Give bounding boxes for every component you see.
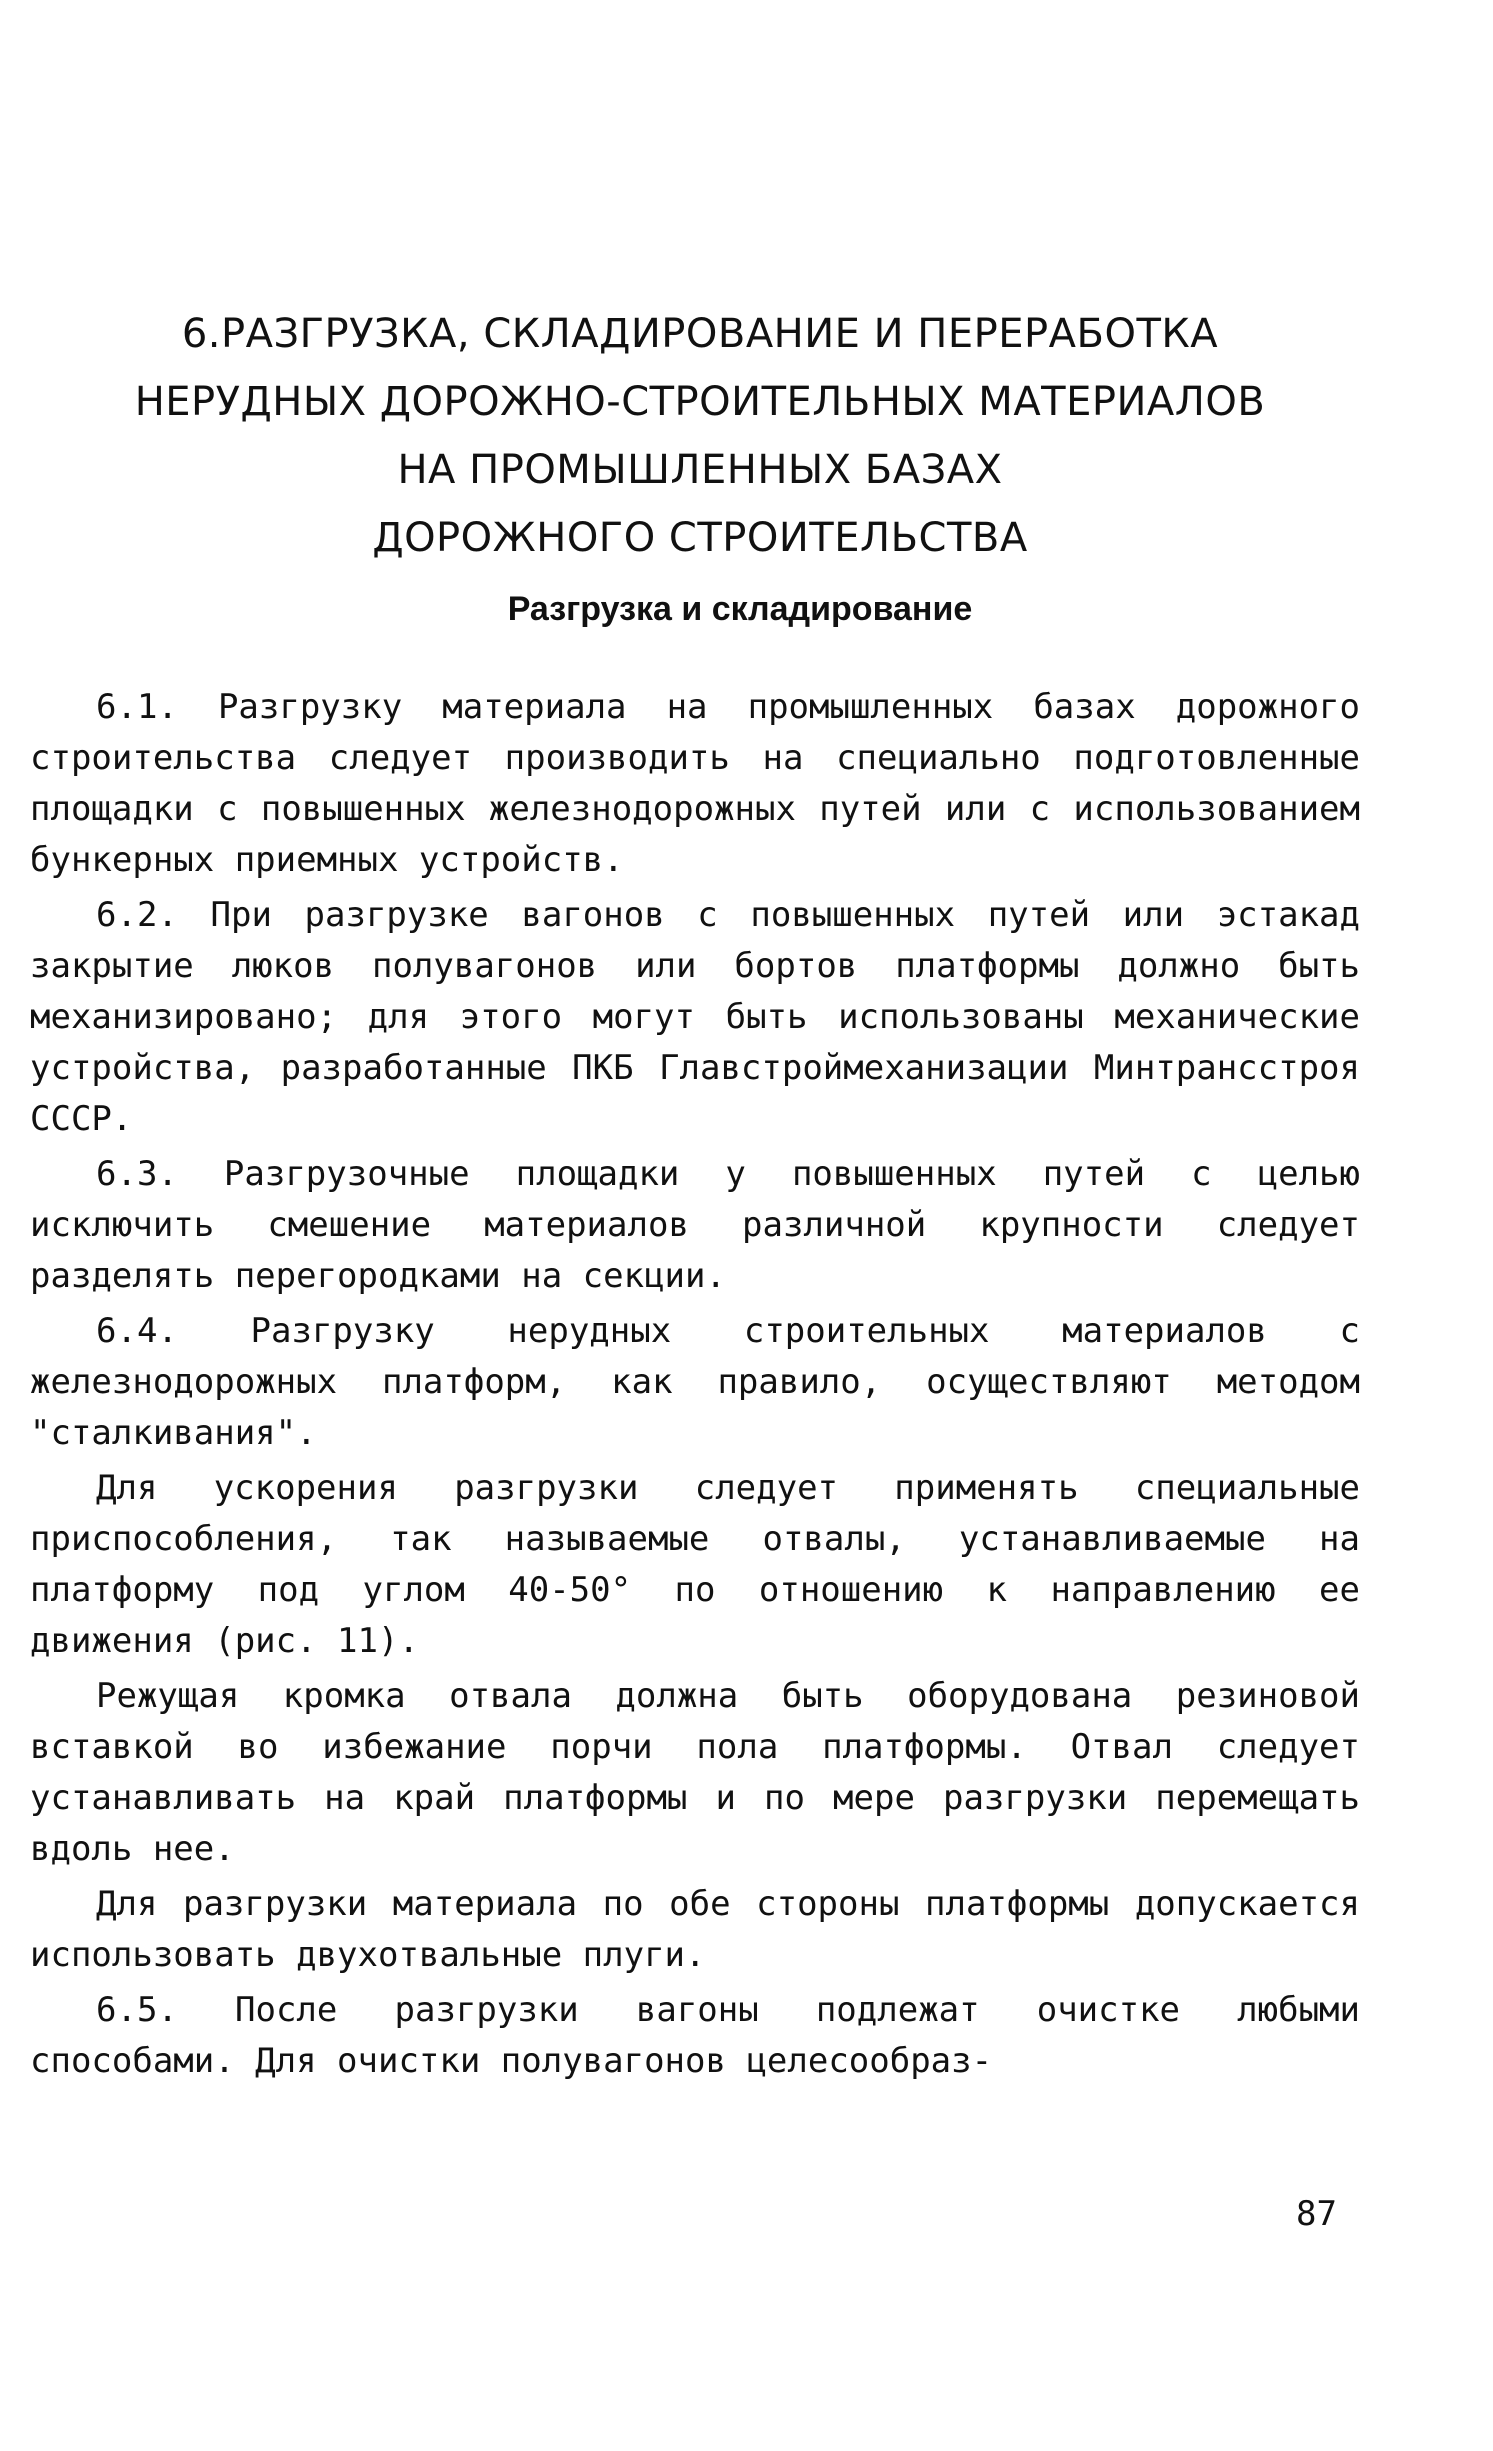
paragraph-blade-edge: Режущая кромка отвала должна быть оборудована резиновой вставкой во избежание порчи пола платформы. Отвал следует устанавливать на край платформы и по мере разгрузки перемещать вдоль нее. bbox=[30, 1676, 1360, 1869]
paragraph-6-1: 6.1. Разгрузку материала на промышленных базах дорожного строительства следует производить на специально подготовленные площадки с повышенных железнодорожных путей или с использованием бункерных приемных устройств. bbox=[30, 687, 1360, 880]
paragraph-6-4: 6.4. Разгрузку нерудных строительных материалов с железнодорожных платформ, как правило, осуществляют методом "сталкивания". bbox=[30, 1311, 1360, 1453]
paragraph-double-plough: Для разгрузки материала по обе стороны платформы допускается использовать двухотвальные плуги. bbox=[30, 1884, 1360, 1975]
paragraph-6-5: 6.5. После разгрузки вагоны подлежат очистке любыми способами. Для очистки полувагонов целесообраз- bbox=[30, 1990, 1360, 2081]
subsection-title: Разгрузка и складирование bbox=[507, 590, 973, 628]
section-title-line: НЕРУДНЫХ ДОРОЖНО-СТРОИТЕЛЬНЫХ МАТЕРИАЛОВ bbox=[134, 379, 1266, 425]
section-title-line: ДОРОЖНОГО СТРОИТЕЛЬСТВА bbox=[372, 515, 1028, 561]
paragraph-6-3: 6.3. Разгрузочные площадки у повышенных путей с целью исключить смешение материалов различной крупности следует разделять перегородками на секции. bbox=[30, 1154, 1360, 1296]
body-text bbox=[30, 682, 1360, 2091]
paragraph-unloading-acceleration: Для ускорения разгрузки следует применять специальные приспособления, так называемые отвалы, устанавливаемые на платформу под углом 40-50° по отношению к направлению ее движения (рис. 11). bbox=[30, 1468, 1360, 1661]
section-title bbox=[0, 300, 1400, 572]
page-number: 87 bbox=[1296, 2194, 1337, 2234]
section-title-line: НА ПРОМЫШЛЕННЫХ БАЗАХ bbox=[397, 447, 1003, 493]
section-title-line: 6.РАЗГРУЗКА, СКЛАДИРОВАНИЕ И ПЕРЕРАБОТКА bbox=[181, 311, 1219, 357]
paragraph-6-2: 6.2. При разгрузке вагонов с повышенных путей или эстакад закрытие люков полувагонов или бортов платформы должно быть механизировано; для этого могут быть использованы механические устройства, разработанные ПКБ Главстроймеханизации Минтрансстроя СССР. bbox=[30, 895, 1360, 1139]
